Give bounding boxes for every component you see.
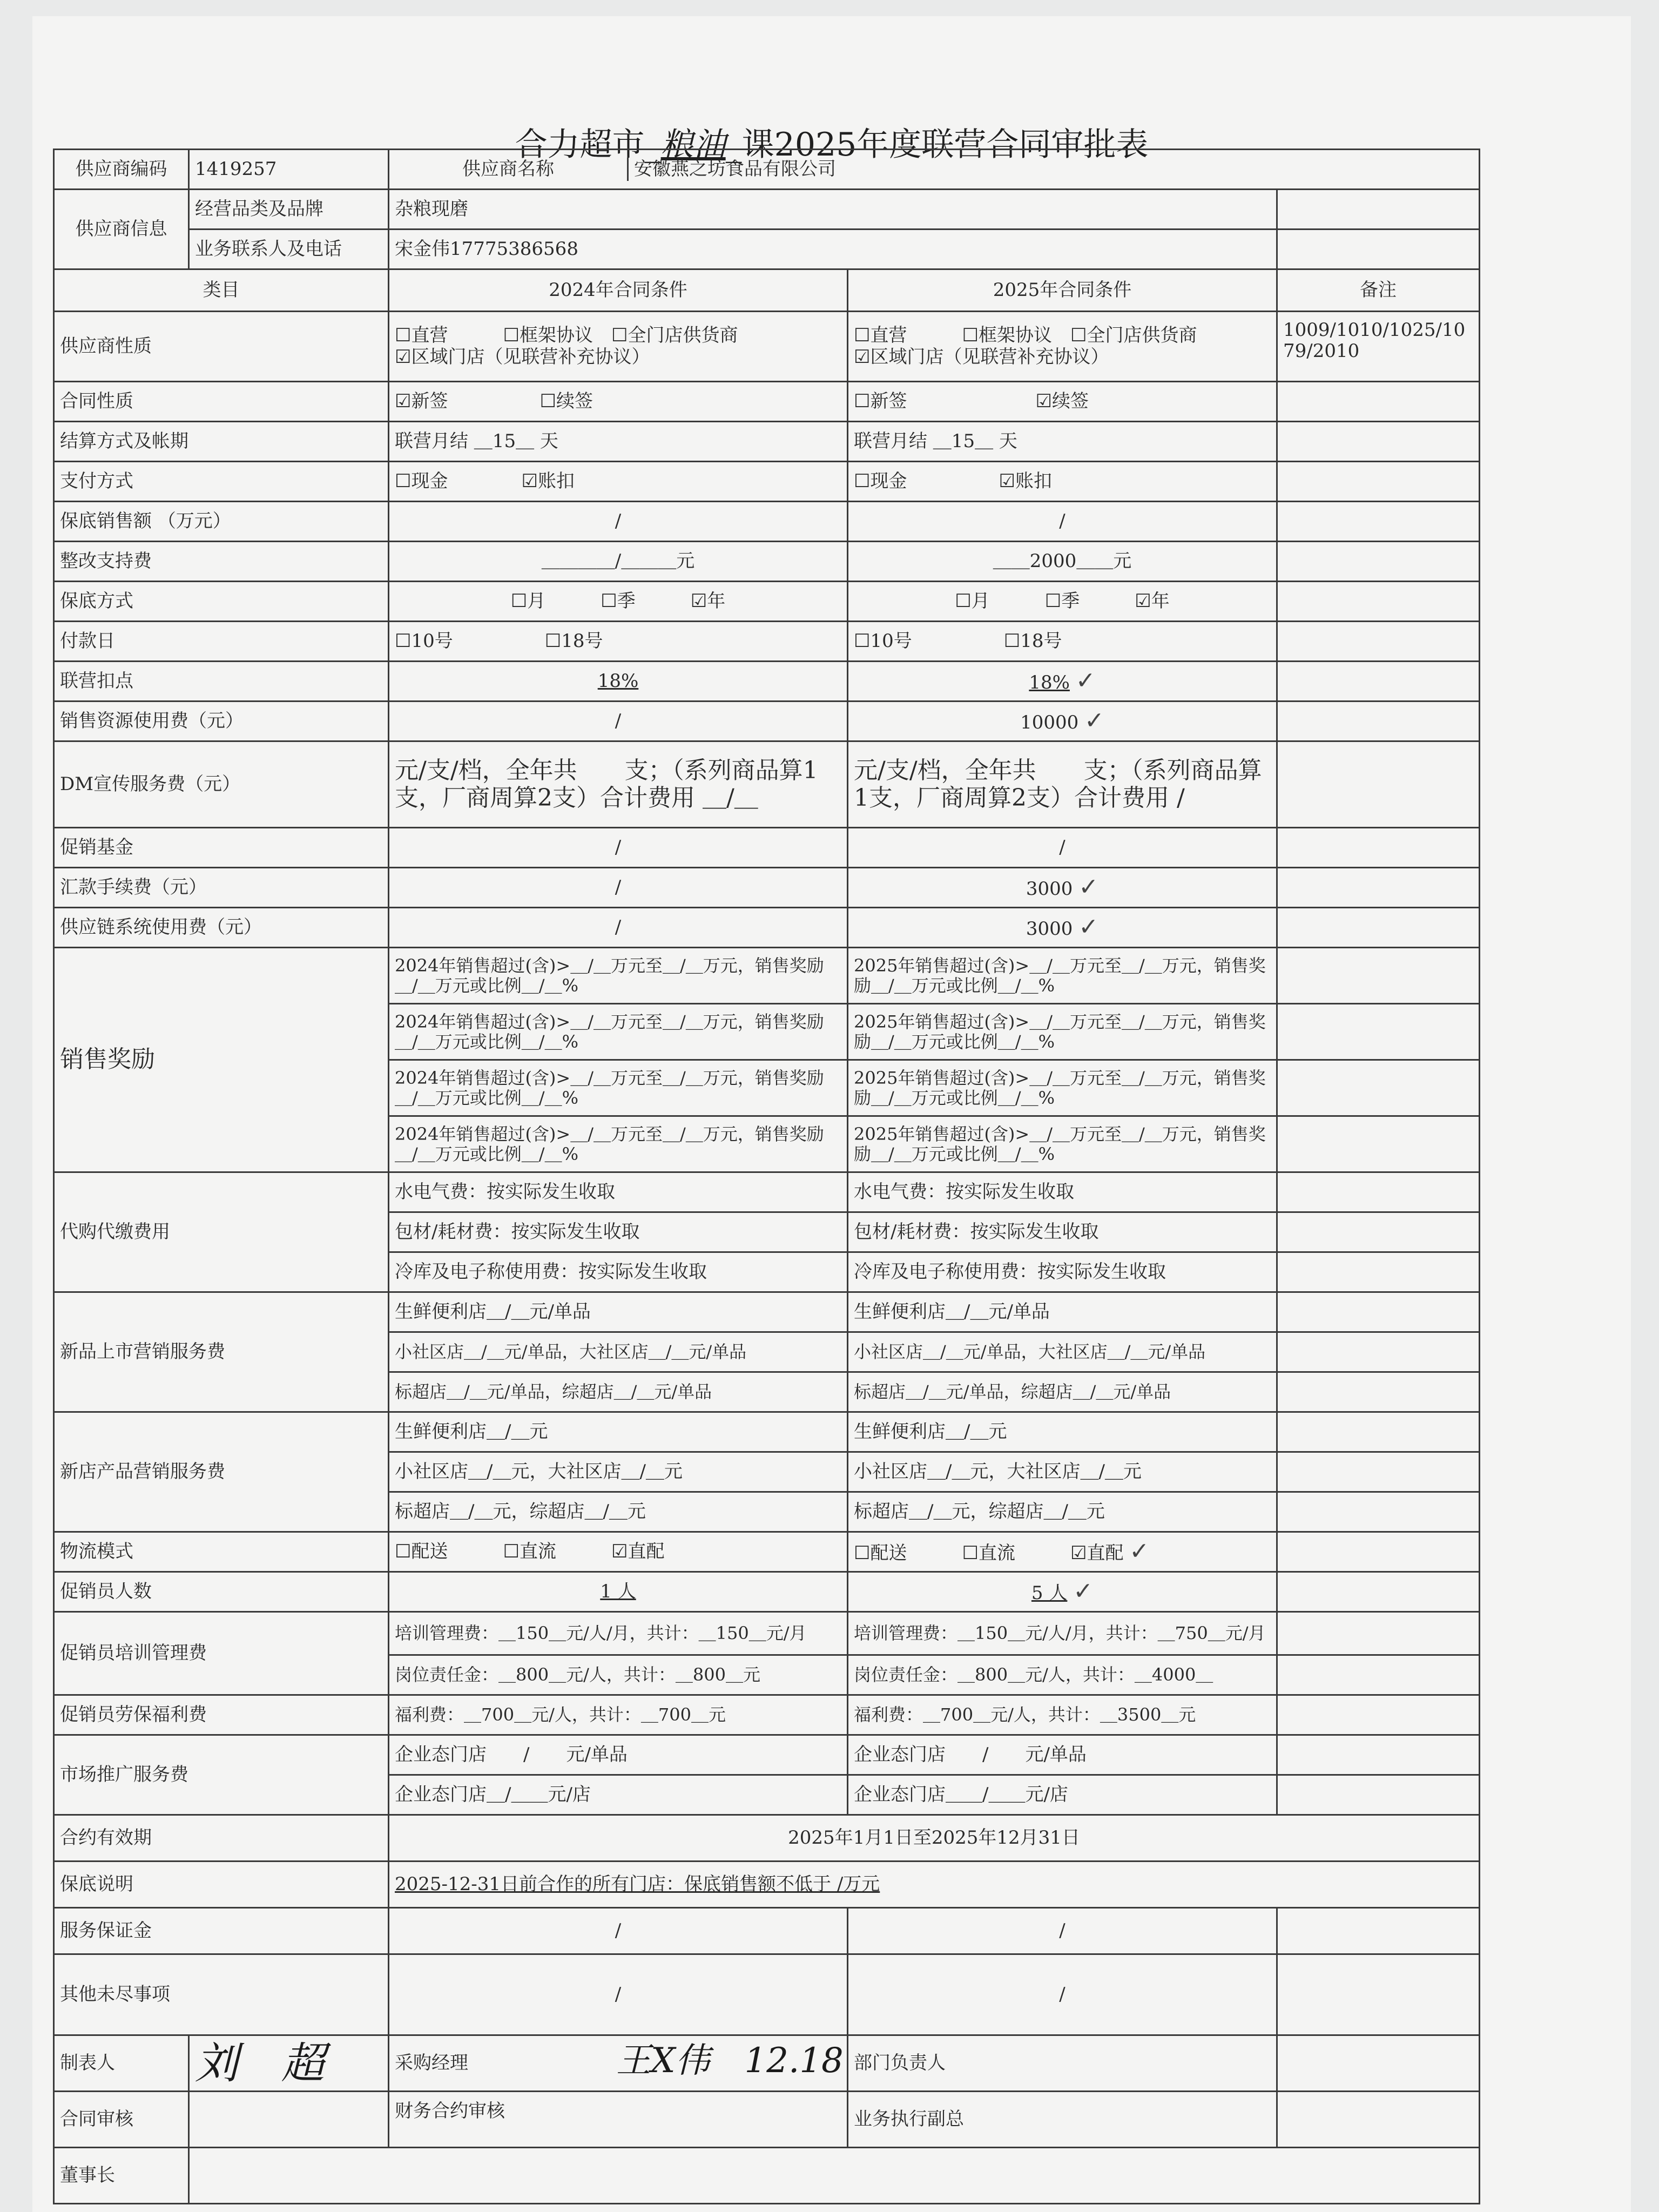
training-2025-line1: 培训管理费：＿150＿元/人/月，共计：＿750＿元/月 <box>848 1612 1277 1655</box>
settle-row <box>54 422 1480 462</box>
deduction-2024: 18% <box>389 662 848 702</box>
nature-label: 供应商性质 <box>54 312 389 382</box>
supplier-name-value: 安徽燕之坊食品有限公司 <box>634 158 836 180</box>
incentive-2024-tier: 2024年销售超过(含)>＿/＿万元至＿/＿万元，销售奖励＿/＿万元或比例＿/＿% <box>389 1004 848 1060</box>
agency-2024-item: 水电气费：按实际发生收取 <box>389 1172 848 1212</box>
logistics-2025-value: ☐配送 ☐直流 ☑直配 <box>854 1542 1124 1564</box>
header-remark: 备注 <box>1277 269 1480 312</box>
marketing-2024-line1: 企业态门店 / 元/单品 <box>389 1735 848 1775</box>
supplier-name-cell <box>389 150 1480 190</box>
new-product-row-1 <box>54 1292 1480 1332</box>
dm-row <box>54 741 1480 828</box>
deposit-2025: / <box>848 1908 1277 1954</box>
nature-2025-line1: ☐直营 ☐框架协议 ☐全门店供货商 <box>854 325 1197 347</box>
resource-2025 <box>848 702 1277 741</box>
promo-fund-2025: / <box>848 828 1277 868</box>
payday-2024: ☐10号 ☐18号 <box>389 622 848 662</box>
incentive-2024-tier: 2024年销售超过(含)>＿/＿万元至＿/＿万元，销售奖励＿/＿万元或比例＿/＿% <box>389 1060 848 1116</box>
other-2025: / <box>848 1954 1277 2035</box>
logistics-row <box>54 1532 1480 1572</box>
incentive-2025-tier: 2025年销售超过(含)>＿/＿万元至＿/＿万元，销售奖励＿/＿万元或比例＿/＿% <box>848 1060 1277 1116</box>
logistics-label: 物流模式 <box>54 1532 389 1572</box>
title-suffix: _课2025年度联营合同审批表 <box>725 126 1149 164</box>
new-product-2025-item: 生鲜便利店＿/＿元/单品 <box>848 1292 1277 1332</box>
contract-remark <box>1277 382 1480 422</box>
new-store-remark <box>1277 1492 1480 1532</box>
chairman-label: 董事长 <box>54 2148 189 2204</box>
new-store-2025-item: 生鲜便利店＿/＿元 <box>848 1412 1277 1452</box>
new-product-2024-item: 生鲜便利店＿/＿元/单品 <box>389 1292 848 1332</box>
nature-2025-line2: ☑区域门店（见联营补充协议） <box>854 346 1109 368</box>
payment-label: 支付方式 <box>54 462 389 502</box>
dm-2024: 元/支/档，全年共 支；（系列商品算1支，厂商周算2支）合计费用 ＿/＿ <box>389 741 848 828</box>
supply-chain-remark <box>1277 908 1480 948</box>
payday-remark <box>1277 622 1480 662</box>
settle-remark <box>1277 422 1480 462</box>
signature-row-3 <box>54 2148 1480 2204</box>
resource-2025-value: 10000 <box>1020 712 1079 734</box>
contract-label: 合同性质 <box>54 382 389 422</box>
nature-remark: 1009/1010/1025/1079/2010 <box>1277 312 1480 382</box>
remit-remark <box>1277 868 1480 908</box>
agency-2024-item: 包材/耗材费：按实际发生收取 <box>389 1212 848 1252</box>
staff-remark <box>1277 1572 1480 1612</box>
agency-2025-item: 水电气费：按实际发生收取 <box>848 1172 1277 1212</box>
payment-2025: ☐现金 ☑账扣 <box>848 462 1277 502</box>
supplier-code-value: 1419257 <box>189 150 389 190</box>
new-product-remark <box>1277 1292 1480 1332</box>
staff-2024: 1 人 <box>389 1572 848 1612</box>
training-remark <box>1277 1612 1480 1655</box>
min-sales-row <box>54 502 1480 542</box>
new-product-remark <box>1277 1372 1480 1412</box>
guarantee-row <box>54 582 1480 622</box>
other-2024: / <box>389 1954 848 2035</box>
supplier-contact-remark <box>1277 230 1480 269</box>
incentive-row-1 <box>54 948 1480 1004</box>
check-mark-icon: ✓ <box>1075 667 1096 695</box>
remit-2024: / <box>389 868 848 908</box>
guarantee-remark <box>1277 582 1480 622</box>
payday-label: 付款日 <box>54 622 389 662</box>
incentive-label: 销售奖励 <box>54 948 389 1172</box>
incentive-remark <box>1277 948 1480 1004</box>
min-sales-2025: / <box>848 502 1277 542</box>
payday-2025: ☐10号 ☐18号 <box>848 622 1277 662</box>
supplier-category-value: 杂粮现磨 <box>389 190 1277 230</box>
remit-2025-value: 3000 <box>1026 878 1073 900</box>
vp-signature <box>1277 2092 1480 2148</box>
payment-2024: ☐现金 ☑账扣 <box>389 462 848 502</box>
incentive-2024-tier: 2024年销售超过(含)>＿/＿万元至＿/＿万元，销售奖励＿/＿万元或比例＿/＿% <box>389 1116 848 1172</box>
header-2024: 2024年合同条件 <box>389 269 848 312</box>
supply-chain-label: 供应链系统使用费（元） <box>54 908 389 948</box>
chairman-signature <box>189 2148 1480 2204</box>
supplier-category-remark <box>1277 190 1480 230</box>
new-product-2024-item: 小社区店＿/＿元/单品，大社区店＿/＿元/单品 <box>389 1332 848 1372</box>
deposit-remark <box>1277 1908 1480 1954</box>
supply-chain-row <box>54 908 1480 948</box>
agency-2025-item: 包材/耗材费：按实际发生收取 <box>848 1212 1277 1252</box>
incentive-remark <box>1277 1004 1480 1060</box>
new-product-remark <box>1277 1332 1480 1372</box>
dept-label: 部门负责人 <box>848 2035 1277 2092</box>
new-store-2024-item: 标超店＿/＿元，综超店＿/＿元 <box>389 1492 848 1532</box>
deposit-row <box>54 1908 1480 1954</box>
min-sales-remark <box>1277 502 1480 542</box>
agency-2025-item: 冷库及电子称使用费：按实际发生收取 <box>848 1252 1277 1292</box>
agency-remark <box>1277 1212 1480 1252</box>
rectify-row <box>54 542 1480 582</box>
min-sales-label: 保底销售额 （万元） <box>54 502 389 542</box>
guarantee-2024: ☐月 ☐季 ☑年 <box>389 582 848 622</box>
deduction-remark <box>1277 662 1480 702</box>
training-remark <box>1277 1655 1480 1695</box>
rectify-2024: ＿＿＿＿/＿＿＿元 <box>389 542 848 582</box>
marketing-2024-line2: 企业态门店＿/＿＿元/店 <box>389 1775 848 1815</box>
resource-label: 销售资源使用费（元） <box>54 702 389 741</box>
supplier-contact-row <box>54 230 1480 269</box>
purchase-signature: 王X伟 12.18 <box>616 2041 844 2081</box>
vp-label: 业务执行副总 <box>848 2092 1277 2148</box>
marketing-remark <box>1277 1735 1480 1775</box>
supplier-category-row <box>54 190 1480 230</box>
welfare-2025: 福利费：＿700＿元/人，共计：＿3500＿元 <box>848 1695 1277 1735</box>
marketing-2025-line2: 企业态门店＿＿/＿＿元/店 <box>848 1775 1277 1815</box>
payment-remark <box>1277 462 1480 502</box>
staff-2025 <box>848 1572 1277 1612</box>
supplier-contact-label: 业务联系人及电话 <box>189 230 389 269</box>
finance-label: 财务合约审核 <box>389 2092 848 2148</box>
dm-label: DM宣传服务费（元） <box>54 741 389 828</box>
check-mark-icon: ✓ <box>1073 1577 1094 1606</box>
marketing-row-1 <box>54 1735 1480 1775</box>
marketing-label: 市场推广服务费 <box>54 1735 389 1815</box>
title-prefix: 合力超市_ <box>515 126 661 164</box>
other-remark <box>1277 1954 1480 2035</box>
nature-row <box>54 312 1480 382</box>
payment-row <box>54 462 1480 502</box>
agency-row-1 <box>54 1172 1480 1212</box>
supply-chain-2024: / <box>389 908 848 948</box>
validity-label: 合约有效期 <box>54 1815 389 1862</box>
dm-remark <box>1277 741 1480 828</box>
incentive-2025-tier: 2025年销售超过(含)>＿/＿万元至＿/＿万元，销售奖励＿/＿万元或比例＿/＿% <box>848 948 1277 1004</box>
signature-row-1 <box>54 2035 1480 2092</box>
contract-sheet <box>32 16 1631 2212</box>
remit-2025 <box>848 868 1277 908</box>
staff-2025-value: 5 人 <box>1031 1582 1068 1604</box>
training-label: 促销员培训管理费 <box>54 1612 389 1695</box>
guarantee-note-label: 保底说明 <box>54 1862 389 1908</box>
other-row <box>54 1954 1480 2035</box>
logistics-2024: ☐配送 ☐直流 ☑直配 <box>389 1532 848 1572</box>
new-product-label: 新品上市营销服务费 <box>54 1292 389 1412</box>
supply-chain-2025-value: 3000 <box>1026 918 1073 940</box>
guarantee-2025: ☐月 ☐季 ☑年 <box>848 582 1277 622</box>
promo-fund-label: 促销基金 <box>54 828 389 868</box>
agency-label: 代购代缴费用 <box>54 1172 389 1292</box>
incentive-2025-tier: 2025年销售超过(含)>＿/＿万元至＿/＿万元，销售奖励＿/＿万元或比例＿/＿% <box>848 1116 1277 1172</box>
settle-2024: 联营月结 ＿15＿ 天 <box>389 422 848 462</box>
check-mark-icon: ✓ <box>1084 707 1104 735</box>
header-2025: 2025年合同条件 <box>848 269 1277 312</box>
signature-row-2 <box>54 2092 1480 2148</box>
promo-fund-row <box>54 828 1480 868</box>
new-store-label: 新店产品营销服务费 <box>54 1412 389 1532</box>
training-2024-line2: 岗位责任金：＿800＿元/人，共计：＿800＿元 <box>389 1655 848 1695</box>
contract-2025: ☐新签 ☑续签 <box>848 382 1277 422</box>
header-item: 类目 <box>54 269 389 312</box>
approval-table <box>53 149 1480 2204</box>
nature-2025 <box>848 312 1277 382</box>
supplier-info-label: 供应商信息 <box>54 190 189 269</box>
check-mark-icon: ✓ <box>1078 873 1099 901</box>
rectify-label: 整改支持费 <box>54 542 389 582</box>
incentive-remark <box>1277 1116 1480 1172</box>
training-2025-line2: 岗位责任金：＿800＿元/人，共计：＿4000＿ <box>848 1655 1277 1695</box>
guarantee-note-row <box>54 1862 1480 1908</box>
welfare-2024: 福利费：＿700＿元/人，共计：＿700＿元 <box>389 1695 848 1735</box>
supplier-contact-value: 宋金伟17775386568 <box>389 230 1277 269</box>
min-sales-2024: / <box>389 502 848 542</box>
remit-label: 汇款手续费（元） <box>54 868 389 908</box>
agency-2024-item: 冷库及电子称使用费：按实际发生收取 <box>389 1252 848 1292</box>
new-store-2025-item: 标超店＿/＿元，综超店＿/＿元 <box>848 1492 1277 1532</box>
check-mark-icon: ✓ <box>1129 1537 1150 1566</box>
validity-value: 2025年1月1日至2025年12月31日 <box>389 1815 1480 1862</box>
training-row-1 <box>54 1612 1480 1655</box>
contract-2024: ☑新签 ☐续签 <box>389 382 848 422</box>
nature-2024-line2: ☑区域门店（见联营补充协议） <box>395 346 650 368</box>
new-store-row-1 <box>54 1412 1480 1452</box>
supply-chain-2025 <box>848 908 1277 948</box>
validity-row <box>54 1815 1480 1862</box>
welfare-row <box>54 1695 1480 1735</box>
purchase-cell <box>389 2035 848 2092</box>
deposit-label: 服务保证金 <box>54 1908 389 1954</box>
promo-fund-2024: / <box>389 828 848 868</box>
audit-signature <box>189 2092 389 2148</box>
maker-label: 制表人 <box>54 2035 189 2092</box>
settle-label: 结算方式及帐期 <box>54 422 389 462</box>
welfare-remark <box>1277 1695 1480 1735</box>
rectify-remark <box>1277 542 1480 582</box>
resource-2024: / <box>389 702 848 741</box>
deposit-2024: / <box>389 1908 848 1954</box>
nature-2024 <box>389 312 848 382</box>
new-product-2025-item: 标超店＿/＿元/单品，综超店＿/＿元/单品 <box>848 1372 1277 1412</box>
audit-label: 合同审核 <box>54 2092 189 2148</box>
new-store-2025-item: 小社区店＿/＿元，大社区店＿/＿元 <box>848 1452 1277 1492</box>
guarantee-label: 保底方式 <box>54 582 389 622</box>
new-product-2024-item: 标超店＿/＿元/单品，综超店＿/＿元/单品 <box>389 1372 848 1412</box>
new-product-2025-item: 小社区店＿/＿元/单品，大社区店＿/＿元/单品 <box>848 1332 1277 1372</box>
column-header-row <box>54 269 1480 312</box>
logistics-remark <box>1277 1532 1480 1572</box>
incentive-remark <box>1277 1060 1480 1116</box>
agency-remark <box>1277 1252 1480 1292</box>
dm-2025: 元/支/档，全年共 支；（系列商品算1支，厂商周算2支）合计费用 / <box>848 741 1277 828</box>
remit-row <box>54 868 1480 908</box>
purchase-label: 采购经理 <box>395 2052 468 2074</box>
incentive-2025-tier: 2025年销售超过(含)>＿/＿万元至＿/＿万元，销售奖励＿/＿万元或比例＿/＿% <box>848 1004 1277 1060</box>
rectify-2025: ＿＿2000＿＿元 <box>848 542 1277 582</box>
deduction-2025 <box>848 662 1277 702</box>
nature-2024-line1: ☐直营 ☐框架协议 ☐全门店供货商 <box>395 325 738 347</box>
new-store-remark <box>1277 1412 1480 1452</box>
supplier-code-label: 供应商编码 <box>54 150 189 190</box>
deduction-2025-value: 18% <box>1029 672 1070 694</box>
incentive-2024-tier: 2024年销售超过(含)>＿/＿万元至＿/＿万元，销售奖励＿/＿万元或比例＿/＿% <box>389 948 848 1004</box>
deduction-label: 联营扣点 <box>54 662 389 702</box>
agency-remark <box>1277 1172 1480 1212</box>
promo-fund-remark <box>1277 828 1480 868</box>
resource-remark <box>1277 702 1480 741</box>
staff-row <box>54 1572 1480 1612</box>
supplier-category-label: 经营品类及品牌 <box>189 190 389 230</box>
other-label: 其他未尽事项 <box>54 1954 389 2035</box>
maker-signature: 刘 超 <box>189 2035 389 2092</box>
resource-row <box>54 702 1480 741</box>
training-2024-line1: 培训管理费：＿150＿元/人/月，共计：＿150＿元/月 <box>389 1612 848 1655</box>
dept-signature <box>1277 2035 1480 2092</box>
supplier-code-row <box>54 150 1480 190</box>
logistics-2025 <box>848 1532 1277 1572</box>
staff-label: 促销员人数 <box>54 1572 389 1612</box>
supplier-name-label: 供应商名称 <box>389 158 628 181</box>
settle-2025: 联营月结 ＿15＿ 天 <box>848 422 1277 462</box>
title-dept: 粮油 <box>660 126 726 164</box>
new-store-2024-item: 生鲜便利店＿/＿元 <box>389 1412 848 1452</box>
payday-row <box>54 622 1480 662</box>
new-store-remark <box>1277 1452 1480 1492</box>
marketing-2025-line1: 企业态门店 / 元/单品 <box>848 1735 1277 1775</box>
new-store-2024-item: 小社区店＿/＿元，大社区店＿/＿元 <box>389 1452 848 1492</box>
deduction-row <box>54 662 1480 702</box>
contract-row <box>54 382 1480 422</box>
check-mark-icon: ✓ <box>1078 913 1099 941</box>
guarantee-note-value: 2025-12-31日前合作的所有门店：保底销售额不低于 /万元 <box>389 1862 1480 1908</box>
marketing-remark <box>1277 1775 1480 1815</box>
welfare-label: 促销员劳保福利费 <box>54 1695 389 1735</box>
